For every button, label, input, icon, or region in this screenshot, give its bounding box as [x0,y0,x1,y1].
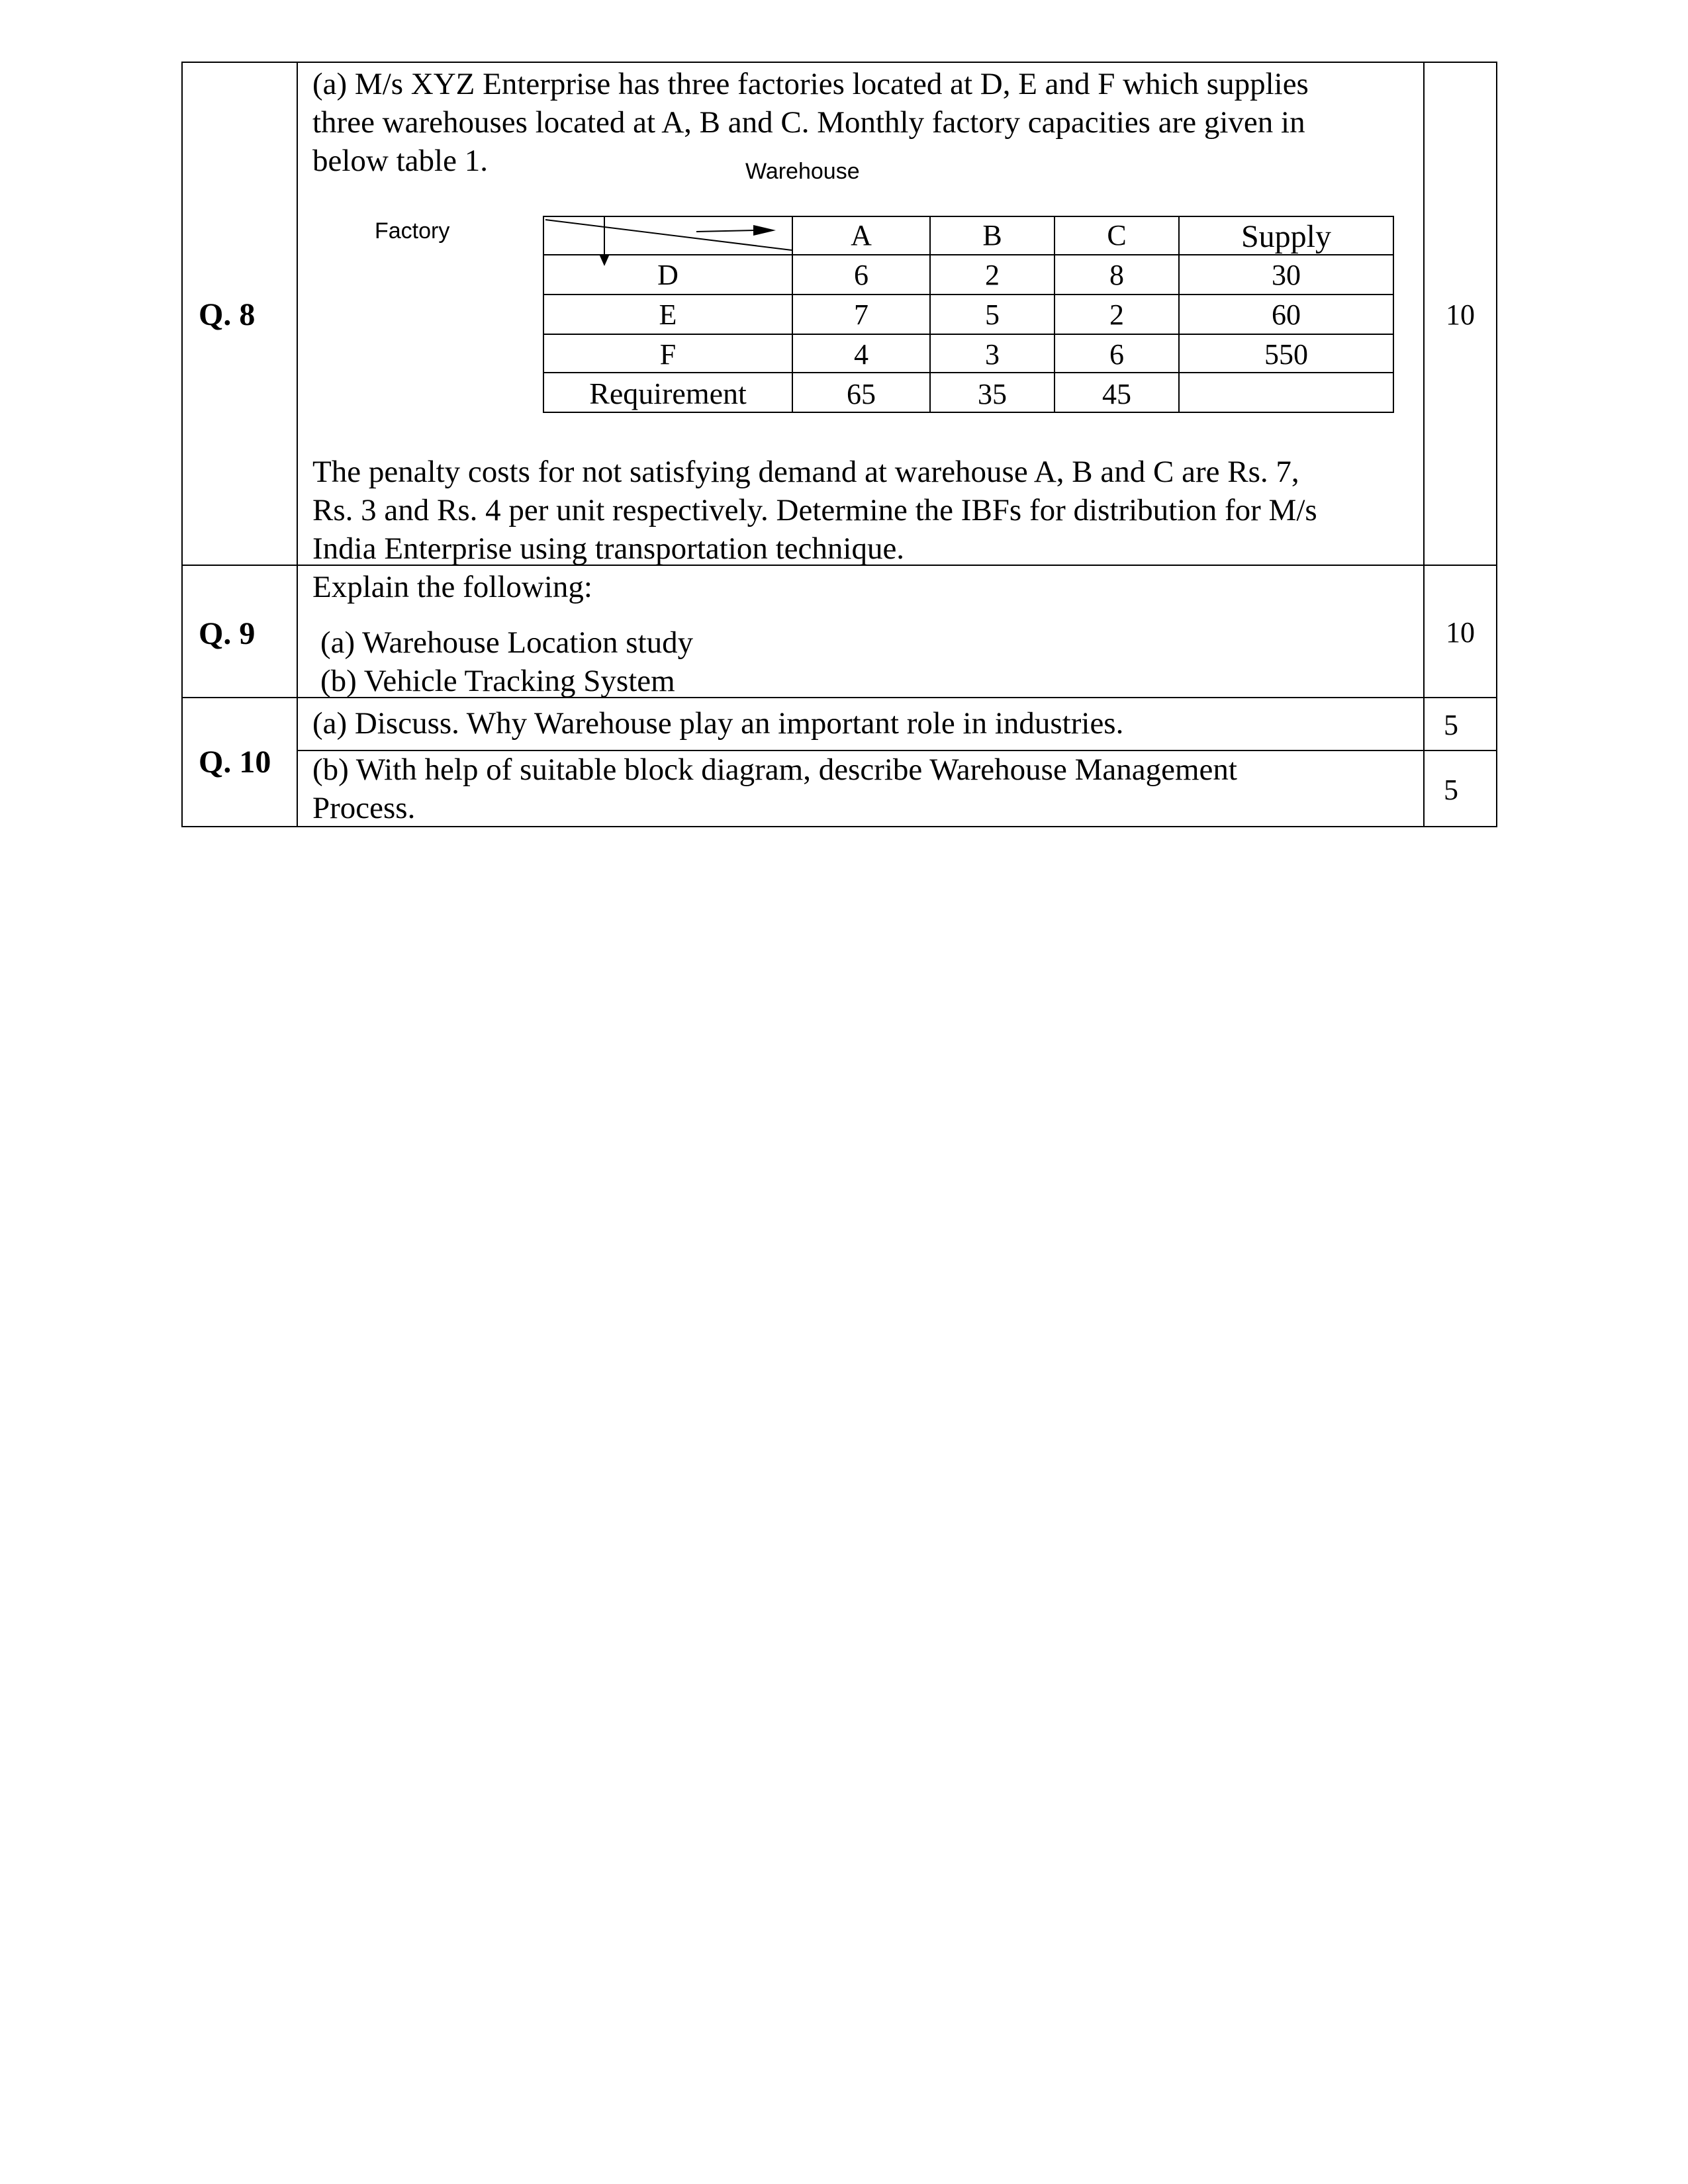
question-number: Q. 10 [199,745,271,780]
question-text-line: below table 1. [312,144,488,178]
row-axis-label: Factory [375,218,450,244]
table-cell: 8 [1109,259,1124,291]
table-border-top [181,62,1497,63]
table-cell: 4 [854,338,868,371]
row-label: E [659,298,677,331]
table-cell: 45 [1102,378,1131,410]
column-header: A [851,219,872,251]
cost-table-line [543,412,1394,413]
table-cell: 550 [1264,338,1308,371]
column-axis-label: Warehouse [745,159,860,184]
column-header: Supply [1241,219,1332,254]
question-number: Q. 9 [199,616,256,651]
table-border-right [1496,62,1497,827]
column-header: C [1107,219,1127,251]
table-cell: 2 [1109,298,1124,331]
question-text-line: (a) M/s XYZ Enterprise has three factories located at D, E and F which supplies [312,67,1309,101]
question-heading: Explain the following: [312,570,592,604]
table-cell: 5 [985,298,1000,331]
cost-table-line [543,372,1394,373]
table-cell: 7 [854,298,868,331]
col-divider-number [297,62,298,827]
table-cell: 35 [978,378,1007,410]
list-item: (b) Vehicle Tracking System [320,664,675,698]
list-item: (a) Warehouse Location study [320,625,694,660]
row-label: F [659,338,677,371]
row-label: Requirement [589,377,747,410]
column-header: B [982,219,1002,251]
question-text-line: India Enterprise using transportation technique. [312,531,905,566]
question-text-line: The penalty costs for not satisfying demand at warehouse A, B and C are Rs. 7, [312,455,1299,489]
question-text-line: three warehouses located at A, B and C. Monthly factory capacities are given in [312,105,1305,140]
question-part-a: (a) Discuss. Why Warehouse play an important role in industries. [312,706,1124,741]
question-text-line: Rs. 3 and Rs. 4 per unit respectively. Determine the IBFs for distribution for M/s [312,493,1317,527]
marks: 5 [1444,709,1458,741]
marks: 10 [1446,616,1475,649]
table-cell: 2 [985,259,1000,291]
cost-table-line [543,294,1394,295]
table-cell: 3 [985,338,1000,371]
question-number: Q. 8 [199,297,256,332]
row-label: D [657,259,679,291]
question-part-b-line: Process. [312,791,416,825]
marks: 5 [1444,774,1458,806]
table-cell: 30 [1272,259,1301,291]
question-part-b-line: (b) With help of suitable block diagram, describe Warehouse Management [312,752,1237,787]
table-cell: 60 [1272,298,1301,331]
table-cell: 65 [847,378,876,410]
cost-table-line [1393,216,1394,413]
table-cell: 6 [854,259,868,291]
table-cell: 6 [1109,338,1124,371]
table-border-left [181,62,183,827]
cost-table-line [543,334,1394,335]
marks: 10 [1446,298,1475,331]
